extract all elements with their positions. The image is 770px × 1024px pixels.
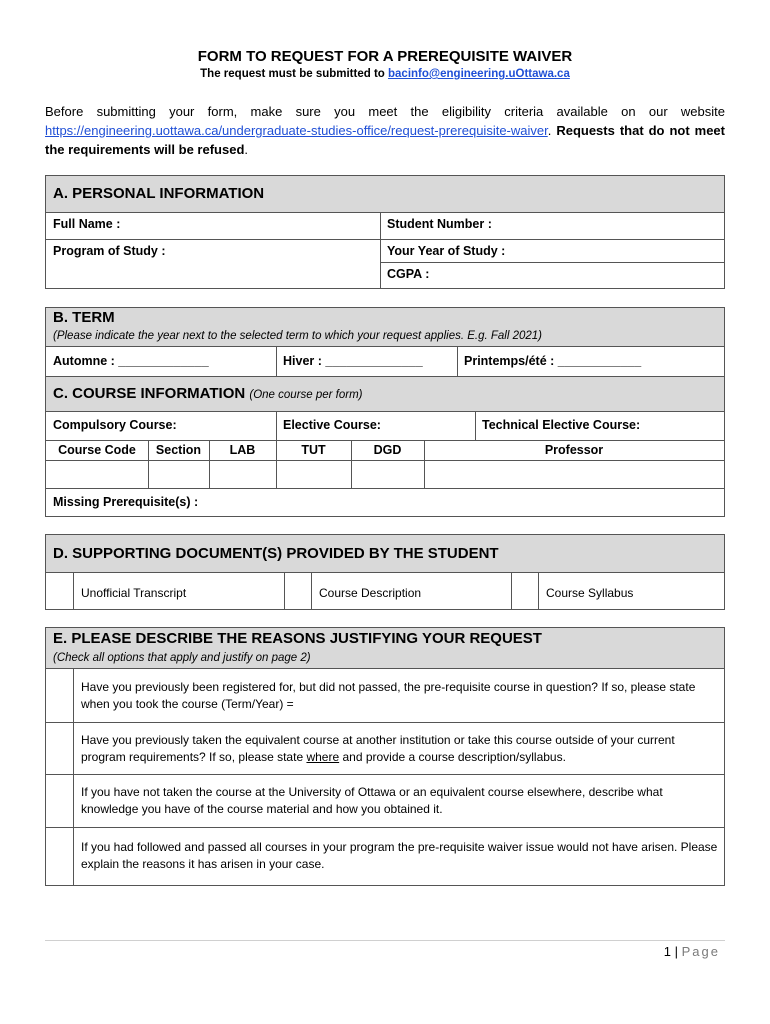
intro-period: . bbox=[244, 142, 249, 157]
intro-paragraph bbox=[45, 102, 725, 159]
form-subtitle bbox=[0, 68, 770, 80]
section-b-title: B. TERM bbox=[53, 309, 115, 326]
section-input[interactable] bbox=[149, 461, 209, 488]
section-b-header bbox=[46, 308, 724, 347]
missing-prerequisite-field[interactable]: Missing Prerequisite(s) : bbox=[53, 495, 199, 509]
page-footer bbox=[664, 944, 720, 959]
page-label: Page bbox=[681, 944, 720, 959]
section-personal-information bbox=[45, 175, 725, 289]
technical-elective-course-field[interactable]: Technical Elective Course: bbox=[482, 418, 641, 432]
column-divider bbox=[457, 347, 458, 376]
course-syllabus-checkbox[interactable] bbox=[512, 574, 538, 610]
column-section: Section bbox=[155, 443, 202, 457]
reason-2-where: where bbox=[306, 750, 340, 764]
reason-2-text bbox=[81, 732, 721, 766]
compulsory-course-field[interactable]: Compulsory Course: bbox=[53, 418, 177, 432]
criteria-link[interactable]: https://engineering.uottawa.ca/undergraduate-studies-office/request-prerequisite-waiver bbox=[45, 123, 548, 138]
column-professor: Professor bbox=[544, 443, 604, 457]
row-divider bbox=[380, 262, 724, 263]
intro-after-link: . bbox=[547, 123, 557, 138]
section-e-title: E. PLEASE DESCRIBE THE REASONS JUSTIFYING YOUR REQUEST bbox=[53, 630, 542, 647]
column-lab: LAB bbox=[229, 443, 256, 457]
course-code-input[interactable] bbox=[46, 461, 148, 488]
column-course-code: Course Code bbox=[58, 443, 136, 457]
reason-3-checkbox[interactable] bbox=[46, 775, 73, 827]
subtitle-text: The request must be submitted to bbox=[200, 68, 389, 80]
email-link[interactable]: bacinfo@engineering.uOttawa.ca bbox=[388, 68, 570, 80]
transcript-checkbox[interactable] bbox=[46, 574, 73, 610]
row-divider bbox=[46, 488, 724, 489]
section-c-title: C. COURSE INFORMATION bbox=[53, 385, 246, 402]
program-of-study-field[interactable]: Program of Study : bbox=[53, 244, 166, 258]
row-divider bbox=[46, 827, 724, 828]
intro-text: Before submitting your form, make sure you meet the eligibility criteria available on our website bbox=[45, 104, 725, 119]
section-c-title-wrap bbox=[53, 385, 363, 402]
reason-1-text: Have you previously been registered for, but did not passed, the pre-requisite course in question? If so, please state when you took the course (Term/Year) = bbox=[81, 680, 696, 711]
column-dgd: DGD bbox=[373, 443, 402, 457]
dgd-input[interactable] bbox=[352, 461, 424, 488]
year-of-study-field[interactable]: Your Year of Study : bbox=[387, 244, 506, 258]
reason-4-text: If you had followed and passed all courses in your program the pre-requisite waiver issue would not have arisen. Please explain the reasons it has arisen in your case. bbox=[81, 840, 718, 871]
spring-summer-term-field[interactable]: Printemps/été : ____________ bbox=[464, 354, 642, 368]
option-course-description: Course Description bbox=[319, 586, 422, 600]
row-divider bbox=[46, 774, 724, 775]
column-tut: TUT bbox=[301, 443, 326, 457]
section-reasons bbox=[45, 627, 725, 886]
row-divider bbox=[46, 239, 724, 240]
column-divider bbox=[276, 412, 277, 440]
tut-input[interactable] bbox=[277, 461, 351, 488]
course-description-checkbox[interactable] bbox=[285, 574, 311, 610]
full-name-field[interactable]: Full Name : bbox=[53, 217, 121, 231]
column-divider bbox=[475, 412, 476, 440]
section-a-title: A. PERSONAL INFORMATION bbox=[53, 185, 265, 202]
winter-term-field[interactable]: Hiver : ______________ bbox=[283, 354, 423, 368]
column-divider bbox=[380, 213, 381, 288]
column-divider bbox=[73, 669, 74, 885]
reason-4-checkbox[interactable] bbox=[46, 828, 73, 886]
reason-1-checkbox[interactable] bbox=[46, 670, 73, 722]
section-term-and-course bbox=[45, 307, 725, 517]
option-course-syllabus: Course Syllabus bbox=[546, 586, 634, 600]
footer-separator: | bbox=[671, 944, 682, 959]
column-divider bbox=[311, 573, 312, 609]
autumn-term-field[interactable]: Automne : _____________ bbox=[53, 354, 209, 368]
option-unofficial-transcript: Unofficial Transcript bbox=[81, 586, 187, 600]
intro-warning: Requests that do not meet the requirements will be refused bbox=[45, 123, 725, 157]
section-c-note: (One course per form) bbox=[249, 389, 363, 401]
section-b-note: (Please indicate the year next to the selected term to which your request applies. E.g. Fall 2021) bbox=[53, 330, 543, 342]
elective-course-field[interactable]: Elective Course: bbox=[283, 418, 381, 432]
section-a-header bbox=[46, 176, 724, 213]
form-title: FORM TO REQUEST FOR A PREREQUISITE WAIVER bbox=[197, 48, 573, 65]
reason-2-text-start: Have you previously taken the equivalent course at another institution or take this course outside of your current program requirements? If so, please state bbox=[81, 733, 675, 764]
student-number-field[interactable]: Student Number : bbox=[387, 217, 492, 231]
section-e-note: (Check all options that apply and justify on page 2) bbox=[53, 652, 311, 664]
section-c-header bbox=[46, 376, 724, 412]
page-number: 1 bbox=[663, 944, 672, 959]
section-d-header bbox=[46, 535, 724, 573]
reason-2-text-end: and provide a course description/syllabus. bbox=[339, 750, 566, 764]
reason-2-checkbox[interactable] bbox=[46, 723, 73, 774]
section-e-header bbox=[46, 628, 724, 669]
section-supporting-documents bbox=[45, 534, 725, 610]
column-divider bbox=[276, 347, 277, 376]
reason-3-text: If you have not taken the course at the University of Ottawa or an equivalent course elsewhere, describe what knowledge you have of the course material and how you obtained it. bbox=[81, 785, 663, 816]
column-divider bbox=[73, 573, 74, 609]
professor-input[interactable] bbox=[425, 461, 724, 488]
cgpa-field[interactable]: CGPA : bbox=[387, 267, 430, 281]
footer-divider bbox=[45, 940, 725, 941]
column-divider bbox=[538, 573, 539, 609]
section-d-title: D. SUPPORTING DOCUMENT(S) PROVIDED BY THE STUDENT bbox=[53, 545, 499, 562]
row-divider bbox=[46, 722, 724, 723]
lab-input[interactable] bbox=[210, 461, 276, 488]
